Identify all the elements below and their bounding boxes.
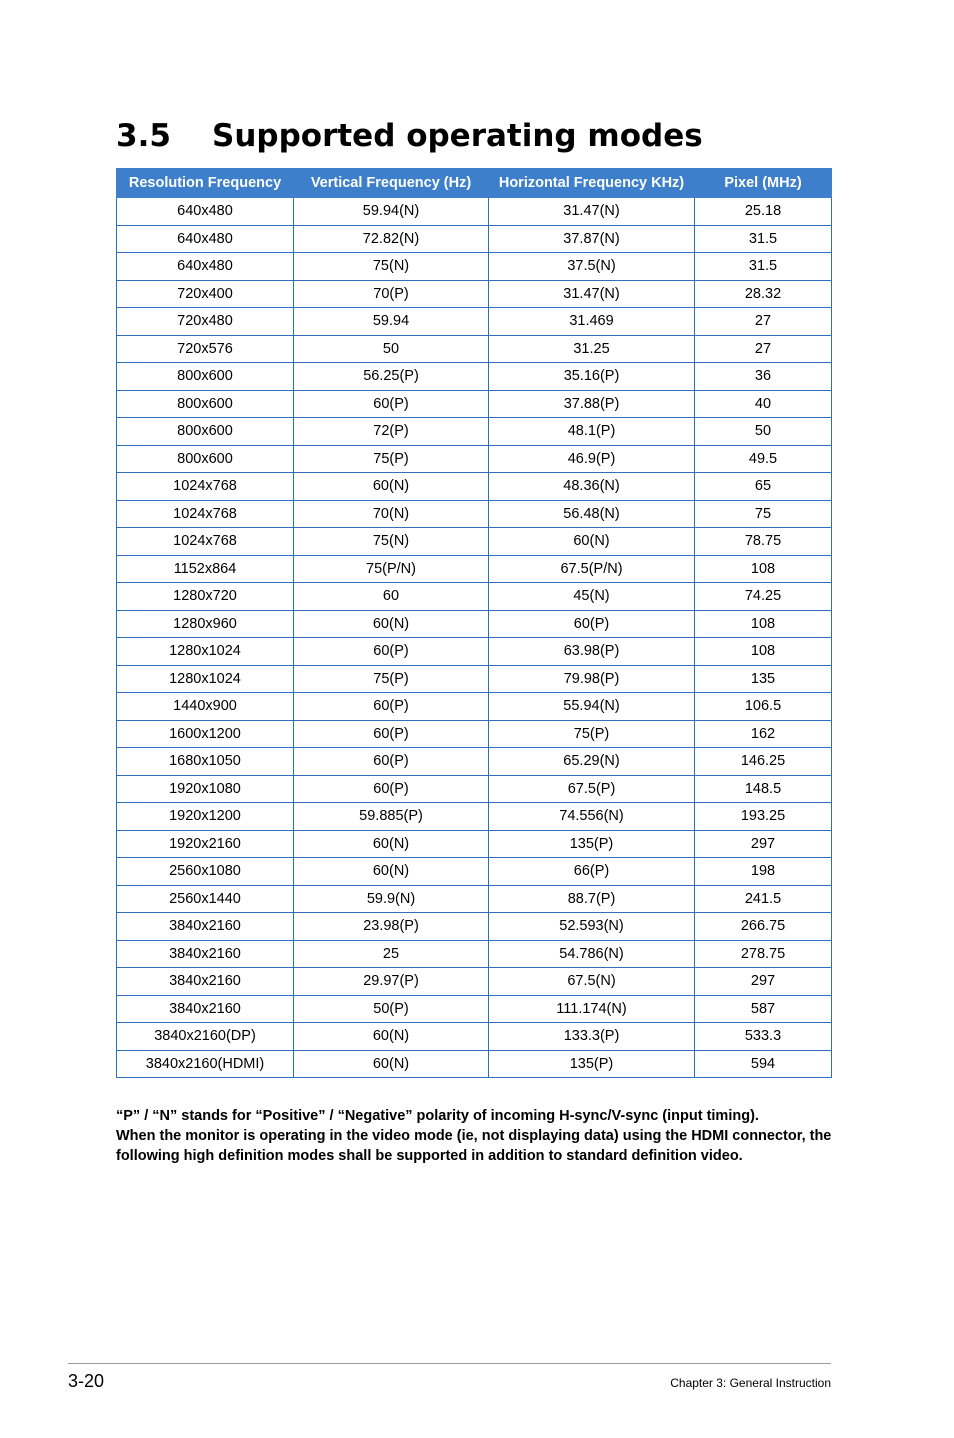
table-row [117,720,832,748]
table-row [117,830,832,858]
cell-vertical-frequency: 25 [294,940,489,968]
cell-vertical-frequency: 60 [294,583,489,611]
table-row [117,968,832,996]
cell-resolution: 640x480 [117,198,294,226]
cell-pixel-clock: 135 [695,665,832,693]
header-resolution-frequency: Resolution Frequency [117,169,294,198]
table-row [117,775,832,803]
cell-vertical-frequency: 60(P) [294,390,489,418]
cell-horizontal-frequency: 135(P) [489,1050,695,1078]
cell-pixel-clock: 74.25 [695,583,832,611]
cell-pixel-clock: 198 [695,858,832,886]
cell-vertical-frequency: 75(P) [294,445,489,473]
cell-pixel-clock: 108 [695,610,832,638]
cell-resolution: 800x600 [117,445,294,473]
cell-vertical-frequency: 60(N) [294,473,489,501]
header-vertical-frequency: Vertical Frequency (Hz) [294,169,489,198]
cell-vertical-frequency: 59.94 [294,308,489,336]
cell-resolution: 720x400 [117,280,294,308]
cell-resolution: 1920x1080 [117,775,294,803]
cell-horizontal-frequency: 31.47(N) [489,198,695,226]
cell-vertical-frequency: 50 [294,335,489,363]
cell-vertical-frequency: 60(P) [294,775,489,803]
cell-vertical-frequency: 59.9(N) [294,885,489,913]
table-row [117,528,832,556]
table-row [117,940,832,968]
cell-pixel-clock: 25.18 [695,198,832,226]
table-row [117,885,832,913]
cell-resolution: 1280x1024 [117,638,294,666]
cell-resolution: 800x600 [117,363,294,391]
cell-vertical-frequency: 70(P) [294,280,489,308]
footer-divider [68,1363,831,1364]
cell-horizontal-frequency: 56.48(N) [489,500,695,528]
cell-horizontal-frequency: 31.25 [489,335,695,363]
cell-resolution: 3840x2160 [117,940,294,968]
cell-resolution: 800x600 [117,390,294,418]
cell-resolution: 3840x2160 [117,968,294,996]
cell-pixel-clock: 27 [695,335,832,363]
table-row [117,445,832,473]
header-horizontal-frequency: Horizontal Frequency KHz) [489,169,695,198]
cell-vertical-frequency: 75(P) [294,665,489,693]
table-row [117,803,832,831]
cell-vertical-frequency: 60(N) [294,610,489,638]
cell-horizontal-frequency: 66(P) [489,858,695,886]
cell-vertical-frequency: 29.97(P) [294,968,489,996]
cell-pixel-clock: 108 [695,555,832,583]
cell-vertical-frequency: 60(N) [294,830,489,858]
cell-horizontal-frequency: 60(N) [489,528,695,556]
header-pixel-clock: Pixel (MHz) [695,169,832,198]
table-row [117,500,832,528]
cell-pixel-clock: 27 [695,308,832,336]
cell-resolution: 1280x1024 [117,665,294,693]
cell-horizontal-frequency: 55.94(N) [489,693,695,721]
cell-resolution: 1024x768 [117,473,294,501]
table-row [117,858,832,886]
cell-resolution: 1280x720 [117,583,294,611]
cell-horizontal-frequency: 60(P) [489,610,695,638]
cell-resolution: 1024x768 [117,500,294,528]
table-row [117,638,832,666]
cell-pixel-clock: 78.75 [695,528,832,556]
cell-horizontal-frequency: 79.98(P) [489,665,695,693]
cell-horizontal-frequency: 54.786(N) [489,940,695,968]
cell-horizontal-frequency: 31.469 [489,308,695,336]
cell-horizontal-frequency: 63.98(P) [489,638,695,666]
cell-pixel-clock: 75 [695,500,832,528]
note-polarity: “P” / “N” stands for “Positive” / “Negative” polarity of incoming H-sync/V-sync (input timing). [116,1108,759,1124]
cell-vertical-frequency: 75(P/N) [294,555,489,583]
table-row [117,418,832,446]
cell-resolution: 1600x1200 [117,720,294,748]
cell-vertical-frequency: 60(P) [294,638,489,666]
table-row [117,390,832,418]
table-row [117,995,832,1023]
cell-vertical-frequency: 60(P) [294,693,489,721]
cell-resolution: 3840x2160 [117,913,294,941]
cell-resolution: 1440x900 [117,693,294,721]
table-row [117,610,832,638]
cell-horizontal-frequency: 48.36(N) [489,473,695,501]
cell-horizontal-frequency: 46.9(P) [489,445,695,473]
table-row [117,280,832,308]
cell-pixel-clock: 36 [695,363,832,391]
cell-pixel-clock: 193.25 [695,803,832,831]
cell-vertical-frequency: 60(P) [294,748,489,776]
table-row [117,748,832,776]
cell-vertical-frequency: 70(N) [294,500,489,528]
cell-pixel-clock: 148.5 [695,775,832,803]
cell-horizontal-frequency: 67.5(P/N) [489,555,695,583]
cell-vertical-frequency: 59.94(N) [294,198,489,226]
table-row [117,198,832,226]
cell-vertical-frequency: 60(N) [294,1023,489,1051]
section-heading [116,112,703,160]
cell-resolution: 800x600 [117,418,294,446]
cell-vertical-frequency: 75(N) [294,253,489,281]
cell-vertical-frequency: 59.885(P) [294,803,489,831]
table-row [117,555,832,583]
cell-pixel-clock: 106.5 [695,693,832,721]
section-number: 3.5 [116,118,171,154]
cell-resolution: 1280x960 [117,610,294,638]
cell-horizontal-frequency: 67.5(P) [489,775,695,803]
cell-horizontal-frequency: 31.47(N) [489,280,695,308]
cell-pixel-clock: 31.5 [695,225,832,253]
cell-resolution: 720x480 [117,308,294,336]
cell-horizontal-frequency: 37.87(N) [489,225,695,253]
table-row [117,335,832,363]
cell-pixel-clock: 65 [695,473,832,501]
table-row [117,225,832,253]
table-row [117,473,832,501]
table-row [117,913,832,941]
cell-pixel-clock: 28.32 [695,280,832,308]
table-row [117,693,832,721]
cell-vertical-frequency: 75(N) [294,528,489,556]
cell-vertical-frequency: 56.25(P) [294,363,489,391]
page-number: 3-20 [68,1371,105,1391]
chapter-label: Chapter 3: General Instruction [670,1376,831,1390]
cell-horizontal-frequency: 37.88(P) [489,390,695,418]
cell-resolution: 1920x1200 [117,803,294,831]
cell-horizontal-frequency: 65.29(N) [489,748,695,776]
cell-horizontal-frequency: 133.3(P) [489,1023,695,1051]
table-row [117,308,832,336]
cell-vertical-frequency: 60(P) [294,720,489,748]
cell-vertical-frequency: 60(N) [294,1050,489,1078]
cell-resolution: 720x576 [117,335,294,363]
cell-horizontal-frequency: 48.1(P) [489,418,695,446]
cell-vertical-frequency: 23.98(P) [294,913,489,941]
cell-resolution: 3840x2160 [117,995,294,1023]
cell-pixel-clock: 241.5 [695,885,832,913]
cell-pixel-clock: 594 [695,1050,832,1078]
cell-resolution: 1024x768 [117,528,294,556]
section-title: Supported operating modes [212,118,703,154]
table-row [117,665,832,693]
cell-resolution: 640x480 [117,253,294,281]
cell-pixel-clock: 587 [695,995,832,1023]
cell-resolution: 1152x864 [117,555,294,583]
table-row [117,363,832,391]
cell-horizontal-frequency: 111.174(N) [489,995,695,1023]
cell-pixel-clock: 533.3 [695,1023,832,1051]
cell-resolution: 2560x1080 [117,858,294,886]
cell-horizontal-frequency: 37.5(N) [489,253,695,281]
cell-pixel-clock: 297 [695,968,832,996]
cell-pixel-clock: 40 [695,390,832,418]
cell-vertical-frequency: 72(P) [294,418,489,446]
table-row [117,1023,832,1051]
cell-pixel-clock: 49.5 [695,445,832,473]
table-row [117,583,832,611]
cell-horizontal-frequency: 75(P) [489,720,695,748]
table-row [117,1050,832,1078]
cell-resolution: 3840x2160(HDMI) [117,1050,294,1078]
cell-pixel-clock: 278.75 [695,940,832,968]
cell-pixel-clock: 108 [695,638,832,666]
cell-horizontal-frequency: 52.593(N) [489,913,695,941]
cell-resolution: 640x480 [117,225,294,253]
polarity-note [116,1106,836,1166]
cell-pixel-clock: 266.75 [695,913,832,941]
cell-pixel-clock: 31.5 [695,253,832,281]
cell-vertical-frequency: 60(N) [294,858,489,886]
cell-pixel-clock: 297 [695,830,832,858]
cell-horizontal-frequency: 45(N) [489,583,695,611]
cell-vertical-frequency: 50(P) [294,995,489,1023]
table-row [117,253,832,281]
cell-horizontal-frequency: 88.7(P) [489,885,695,913]
cell-horizontal-frequency: 74.556(N) [489,803,695,831]
note-hdmi-video-mode: When the monitor is operating in the video mode (ie, not displaying data) using the HDMI connector, the following high definition modes shall be supported in addition to standard definition video. [116,1128,832,1164]
cell-resolution: 3840x2160(DP) [117,1023,294,1051]
operating-modes-table [116,168,832,1078]
cell-horizontal-frequency: 35.16(P) [489,363,695,391]
cell-resolution: 2560x1440 [117,885,294,913]
cell-resolution: 1680x1050 [117,748,294,776]
cell-pixel-clock: 50 [695,418,832,446]
table-body [117,198,832,1078]
cell-horizontal-frequency: 67.5(N) [489,968,695,996]
table-header-row [117,169,832,198]
cell-vertical-frequency: 72.82(N) [294,225,489,253]
cell-pixel-clock: 146.25 [695,748,832,776]
cell-resolution: 1920x2160 [117,830,294,858]
cell-pixel-clock: 162 [695,720,832,748]
cell-horizontal-frequency: 135(P) [489,830,695,858]
